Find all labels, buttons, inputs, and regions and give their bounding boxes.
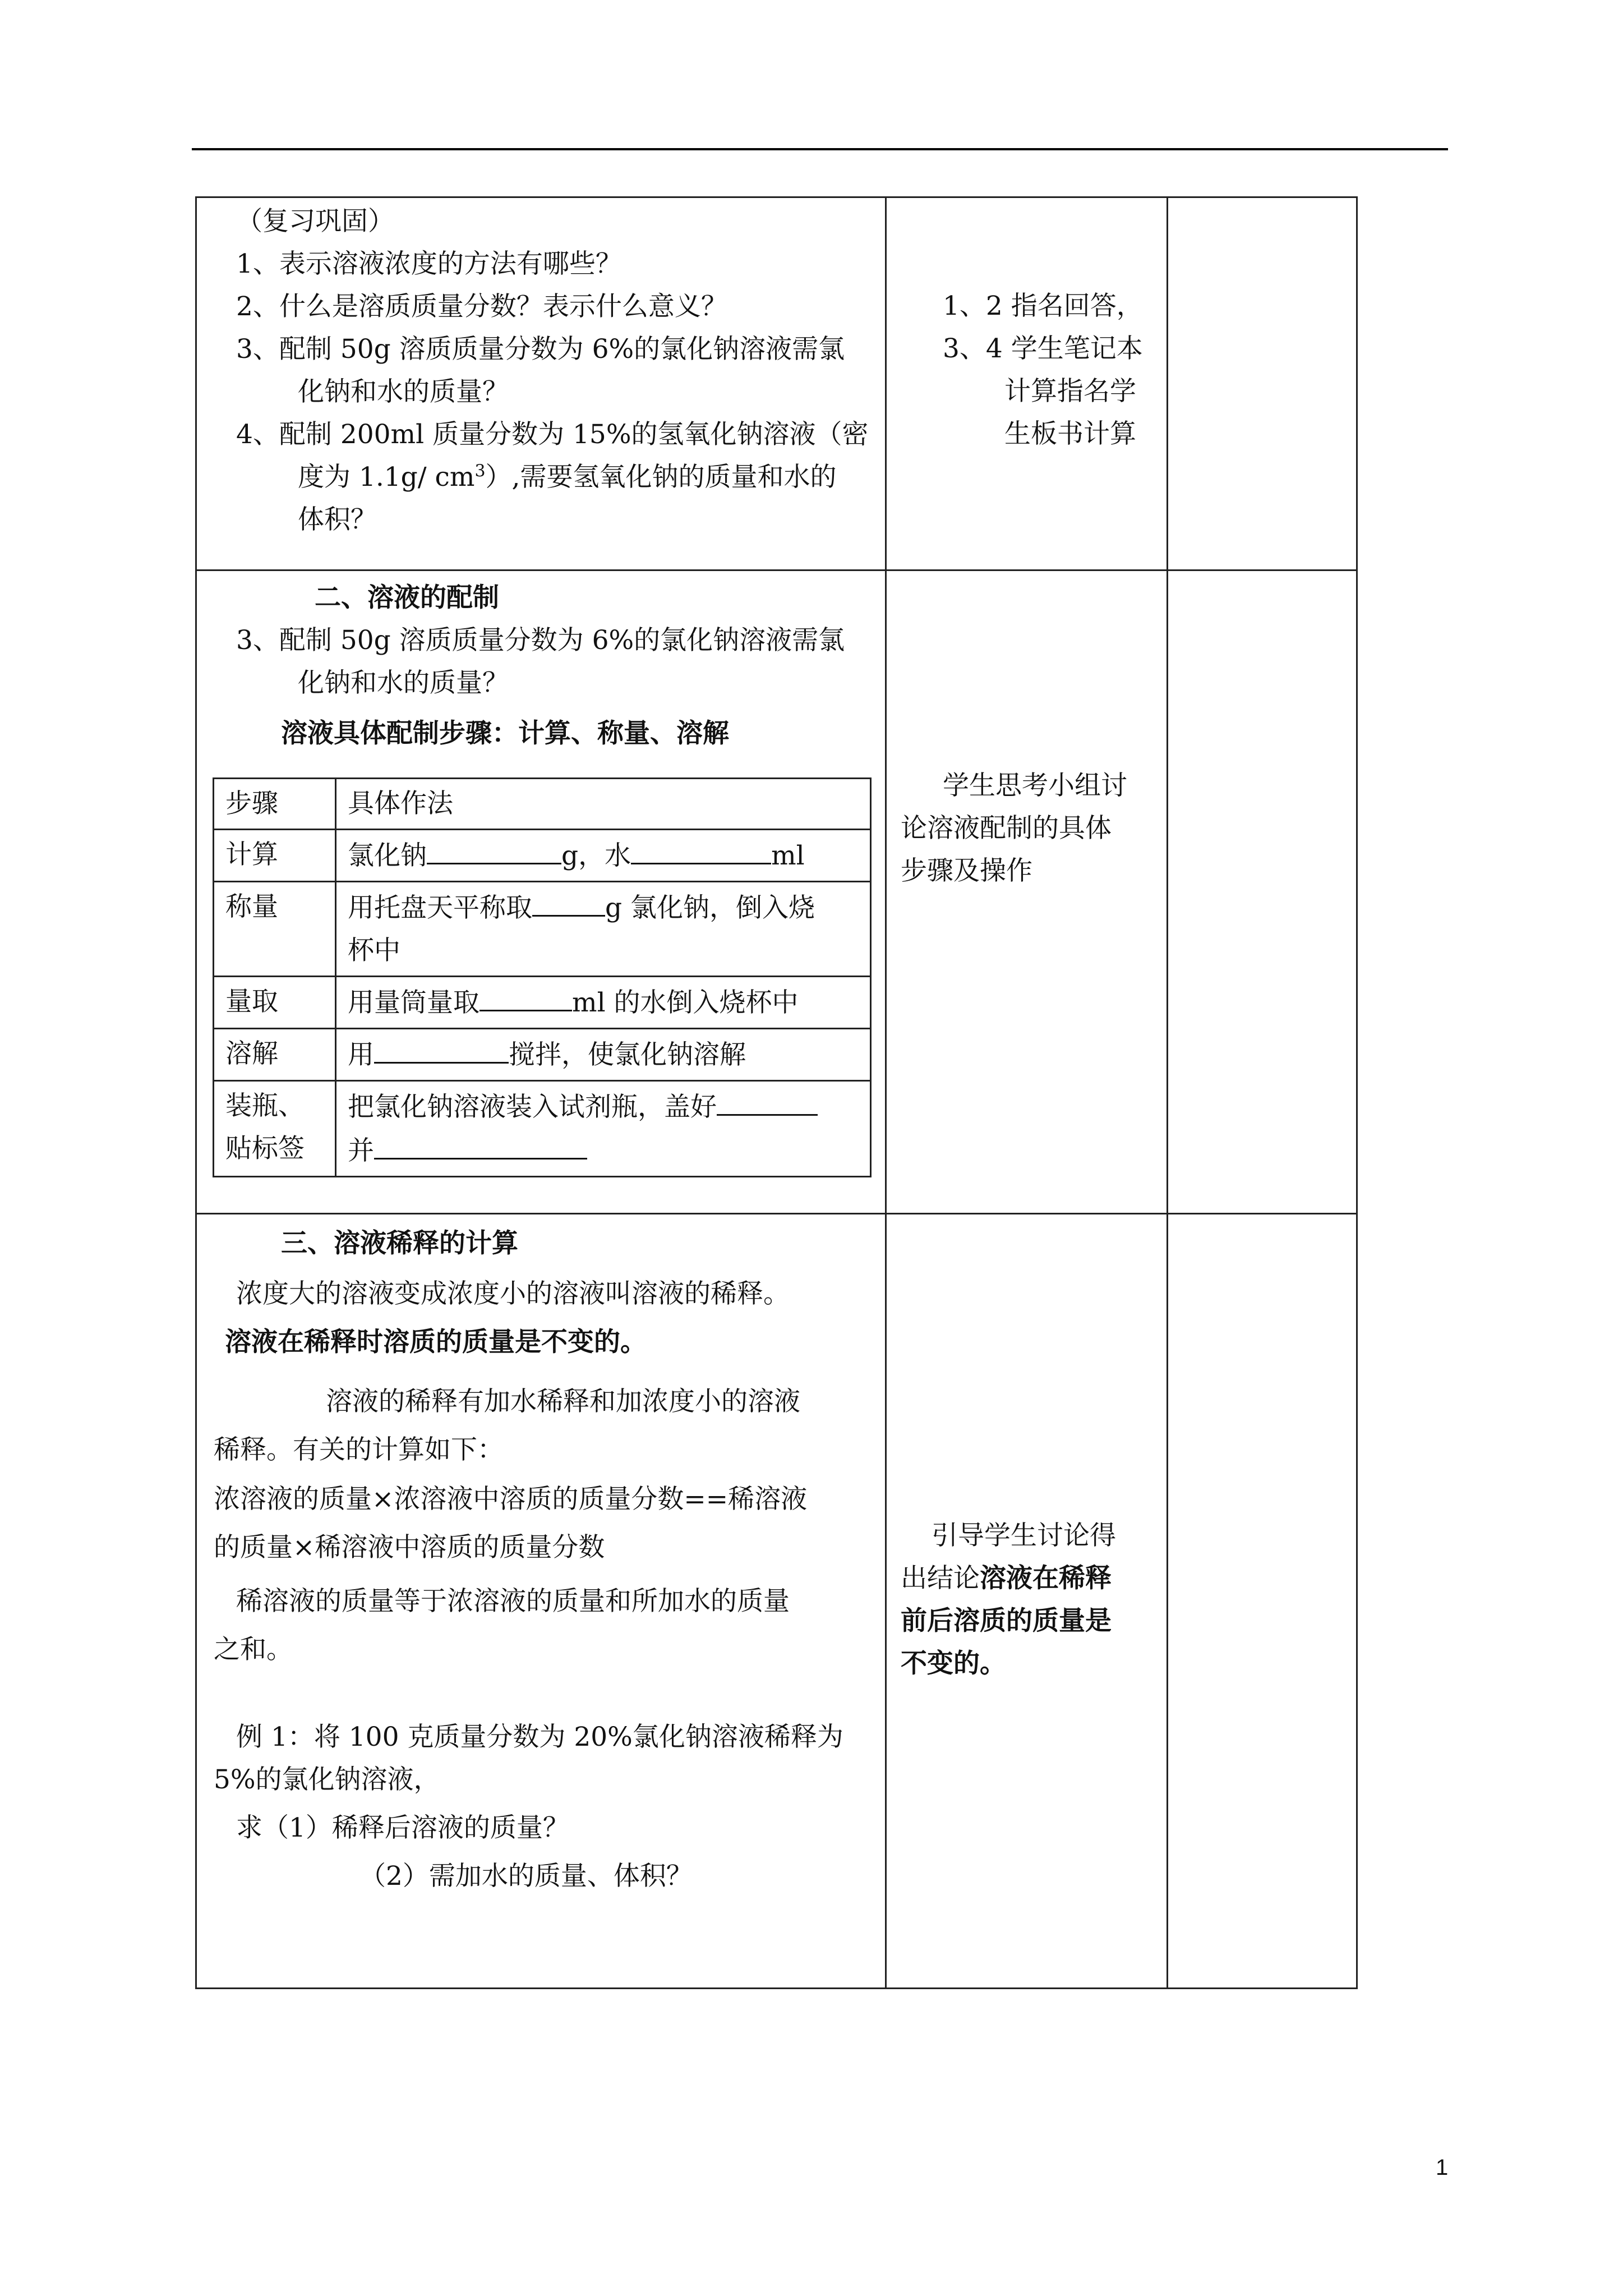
step-name: 称量: [214, 882, 336, 977]
preparation-content-cell: [196, 570, 886, 1214]
step-method: 用托盘天平称取 g 氯化钠，倒入烧 杯中: [336, 882, 871, 977]
dilution-text: 稀溶液的质量等于浓溶液的质量和所加水的质量: [236, 1586, 790, 1617]
dilution-activity-line: 出结论溶液在稀释: [901, 1563, 1112, 1594]
preparation-steps-heading: 溶液具体配制步骤：计算、称量、溶解: [281, 718, 729, 749]
preparation-activity-line: 步骤及操作: [901, 855, 1032, 886]
review-question-4-end: 体积？: [298, 504, 377, 535]
dilution-text: 稀释。有关的计算如下：: [214, 1434, 504, 1465]
step-name: 计算: [214, 830, 336, 882]
steps-header-row: [214, 779, 871, 830]
dilution-principle: 溶液在稀释时溶质的质量是不变的。: [225, 1327, 647, 1358]
fill-blank[interactable]: [532, 886, 605, 917]
fill-blank[interactable]: [427, 834, 561, 864]
example-1-question-2: （2）需加水的质量、体积？: [359, 1861, 693, 1892]
dilution-formula-cont: 的质量×稀溶液中溶质的质量分数: [214, 1532, 605, 1563]
dilution-title: 三、溶液稀释的计算: [281, 1228, 518, 1259]
steps-table: [213, 777, 872, 1177]
step-method: 氯化钠 g，水 ml: [336, 830, 871, 882]
review-question-3: 3、配制 50g 溶质质量分数为 6%的氯化钠溶液需氯: [236, 334, 845, 365]
steps-header-method: 具体作法: [336, 779, 871, 830]
preparation-activity-line: 学生思考小组讨: [943, 770, 1127, 801]
dilution-definition: 浓度大的溶液变成浓度小的溶液叫溶液的稀释。: [236, 1278, 790, 1309]
step-row-measure: [214, 977, 871, 1029]
preparation-activity-cell: [886, 570, 1168, 1214]
review-activity-line: 生板书计算: [1004, 418, 1136, 449]
preparation-note-cell: [1168, 570, 1357, 1214]
example-1-question-1: 求（1）稀释后溶液的质量？: [236, 1812, 569, 1843]
review-note-cell: [1168, 197, 1357, 570]
preparation-title: 二、溶液的配制: [315, 582, 499, 613]
example-1-cont: 5%的氯化钠溶液，: [214, 1764, 440, 1795]
dilution-formula: 浓溶液的质量×浓溶液中溶质的质量分数==稀溶液: [214, 1484, 808, 1515]
step-method: 用 搅拌，使氯化钠溶解: [336, 1029, 871, 1081]
review-activity-line: 3、4 学生笔记本: [943, 333, 1143, 364]
dilution-activity-cell: [886, 1214, 1168, 1989]
fill-blank[interactable]: [717, 1085, 818, 1116]
dilution-activity-line: 不变的。: [901, 1648, 1006, 1679]
fill-blank[interactable]: [479, 981, 572, 1011]
dilution-activity-line: 引导学生讨论得: [932, 1520, 1116, 1551]
dilution-note-cell: [1168, 1214, 1357, 1989]
dilution-content-cell: [196, 1214, 886, 1989]
step-name: 装瓶、 贴标签: [214, 1081, 336, 1177]
fill-blank[interactable]: [374, 1129, 587, 1159]
review-title: （复习巩固）: [236, 206, 394, 237]
preparation-activity-line: 论溶液配制的具体: [901, 813, 1112, 844]
lesson-table: [195, 196, 1358, 1989]
step-row-dissolve: [214, 1029, 871, 1081]
review-question-4: 4、配制 200ml 质量分数为 15%的氢氧化钠溶液（密: [236, 419, 869, 450]
dilution-activity-line: 前后溶质的质量是: [901, 1605, 1112, 1636]
dilution-row: [196, 1214, 1357, 1989]
step-method: 把氯化钠溶液装入试剂瓶，盖好 并: [336, 1081, 871, 1177]
review-question-4-cont: 度为 1.1g/ $cm^3$）,需要氢氧化钠的质量和水的: [298, 461, 837, 493]
dilution-text: 溶液的稀释有加水稀释和加浓度小的溶液: [326, 1386, 800, 1417]
review-row: [196, 197, 1357, 570]
review-activity-cell: [886, 197, 1168, 570]
review-content-cell: [196, 197, 886, 570]
step-method: 用量筒量取 ml 的水倒入烧杯中: [336, 977, 871, 1029]
example-1: 例 1：将 100 克质量分数为 20%氯化钠溶液稀释为: [236, 1722, 843, 1752]
step-row-calculate: [214, 830, 871, 882]
header-rule: [192, 148, 1448, 150]
fill-blank[interactable]: [631, 834, 771, 864]
step-row-bottle-label: [214, 1081, 871, 1177]
review-question-2: 2、什么是溶质质量分数？表示什么意义？: [236, 291, 727, 322]
step-name: 溶解: [214, 1029, 336, 1081]
preparation-question-cont: 化钠和水的质量？: [298, 668, 509, 698]
review-question-3-cont: 化钠和水的质量？: [298, 376, 509, 407]
fill-blank[interactable]: [374, 1033, 509, 1064]
preparation-question: 3、配制 50g 溶质质量分数为 6%的氯化钠溶液需氯: [236, 625, 845, 656]
review-activity-line: 1、2 指名回答，: [943, 291, 1143, 321]
step-row-weigh: [214, 882, 871, 977]
page-number: 1: [1436, 2155, 1449, 2180]
step-name: 量取: [214, 977, 336, 1029]
review-activity-line: 计算指名学: [1004, 376, 1136, 407]
dilution-text: 之和。: [214, 1634, 293, 1665]
steps-header-step: 步骤: [214, 779, 336, 830]
preparation-row: [196, 570, 1357, 1214]
review-question-1: 1、表示溶液浓度的方法有哪些？: [236, 249, 622, 279]
